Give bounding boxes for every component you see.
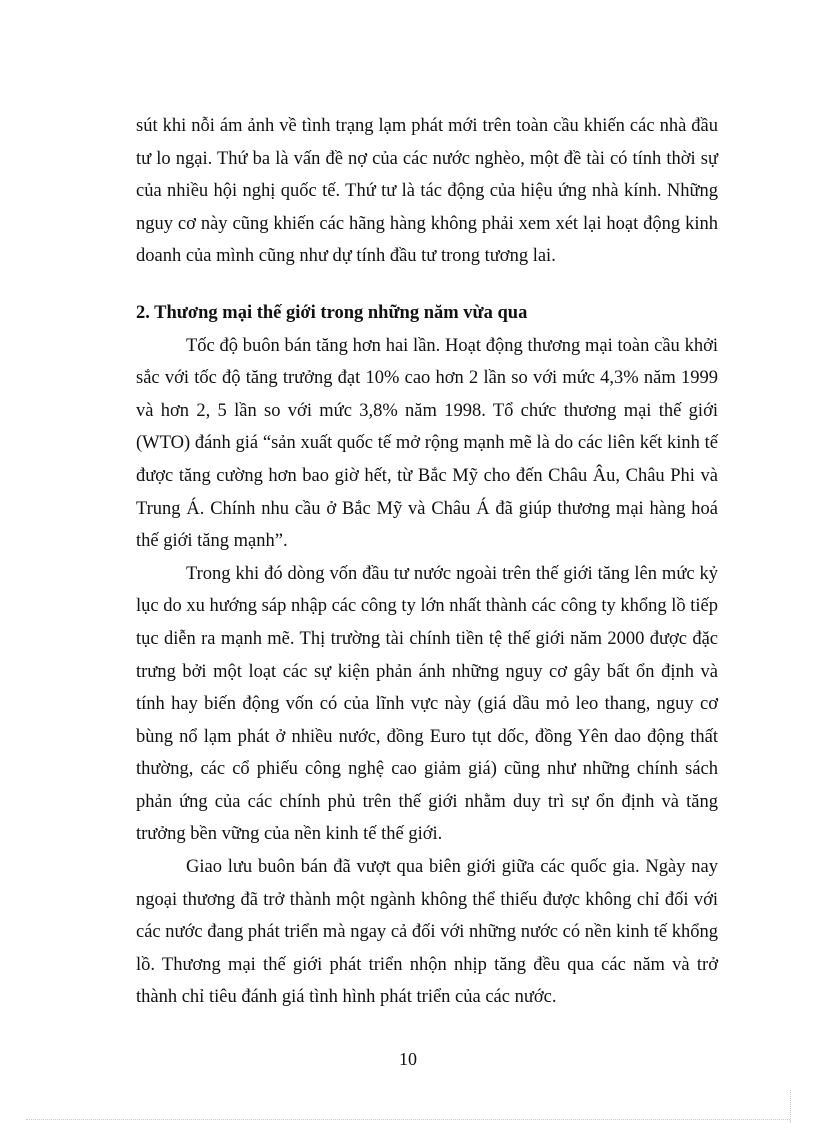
section-spacer xyxy=(136,273,718,297)
bottom-dotted-rule xyxy=(26,1119,790,1120)
opening-paragraph: sút khi nỗi ám ảnh về tình trạng lạm phát mới trên toàn cầu khiến các nhà đầu tư lo ngại. Thứ ba là vấn đề nợ của các nước nghèo, một đề tài có tính thời sự của nhiều hội nghị quốc tế. Thứ tư là tác động của hiệu ứng nhà kính. Những nguy cơ này cũng khiến các hãng hàng không phải xem xét lại hoạt động kinh doanh của mình cũng như dự tính đầu tư trong tương lai. xyxy=(136,116,718,267)
page-body xyxy=(136,110,718,1014)
section-heading: 2. Thương mại thế giới trong những năm vừa qua xyxy=(136,302,528,323)
side-dotted-rule xyxy=(790,1090,791,1123)
paragraph-international-trade: Giao lưu buôn bán đã vượt qua biên giới giữa các quốc gia. Ngày nay ngoại thương đã trở thành một ngành không thể thiếu được không chỉ đối với các nước đang phát triển mà ngay cả đối với những nước có nền kinh tế khổng lồ. Thương mại thế giới phát triển nhộn nhịp tăng đều qua các năm và trở thành chỉ tiêu đánh giá tình hình phát triển của các nước. xyxy=(136,857,718,1008)
paragraph-foreign-investment: Trong khi đó dòng vốn đầu tư nước ngoài trên thế giới tăng lên mức kỷ lục do xu hướng sáp nhập các công ty lớn nhất thành các công ty khổng lồ tiếp tục diễn ra mạnh mẽ. Thị trường tài chính tiền tệ thế giới năm 2000 được đặc trưng bởi một loạt các sự kiện phản ánh những nguy cơ gây bất ổn định và tính hay biến động vốn có của lĩnh vực này (giá dầu mỏ leo thang, nguy cơ bùng nổ lạm phát ở nhiều nước, đồng Euro tụt dốc, đồng Yên dao động thất thường, các cổ phiếu công nghệ cao giảm giá) cũng như những chính sách phản ứng của các chính phủ trên thế giới nhằm duy trì sự ổn định và tăng trưởng bền vững của nền kinh tế thế giới. xyxy=(136,563,718,845)
page-number: 10 xyxy=(399,1049,417,1069)
paragraph-trade-growth: Tốc độ buôn bán tăng hơn hai lần. Hoạt động thương mại toàn cầu khởi sắc với tốc độ tăng trưởng đạt 10% cao hơn 2 lần so với mức 4,3% năm 1999 và hơn 2, 5 lần so với mức 3,8% năm 1998. Tổ chức thương mại thế giới (WTO) đánh giá “sản xuất quốc tế mở rộng mạnh mẽ là do các liên kết kinh tế được tăng cường hơn bao giờ hết, từ Bắc Mỹ cho đến Châu Âu, Châu Phi và Trung Á. Chính nhu cầu ở Bắc Mỹ và Châu Á đã giúp thương mại hàng hoá thế giới tăng mạnh”. xyxy=(136,335,718,552)
